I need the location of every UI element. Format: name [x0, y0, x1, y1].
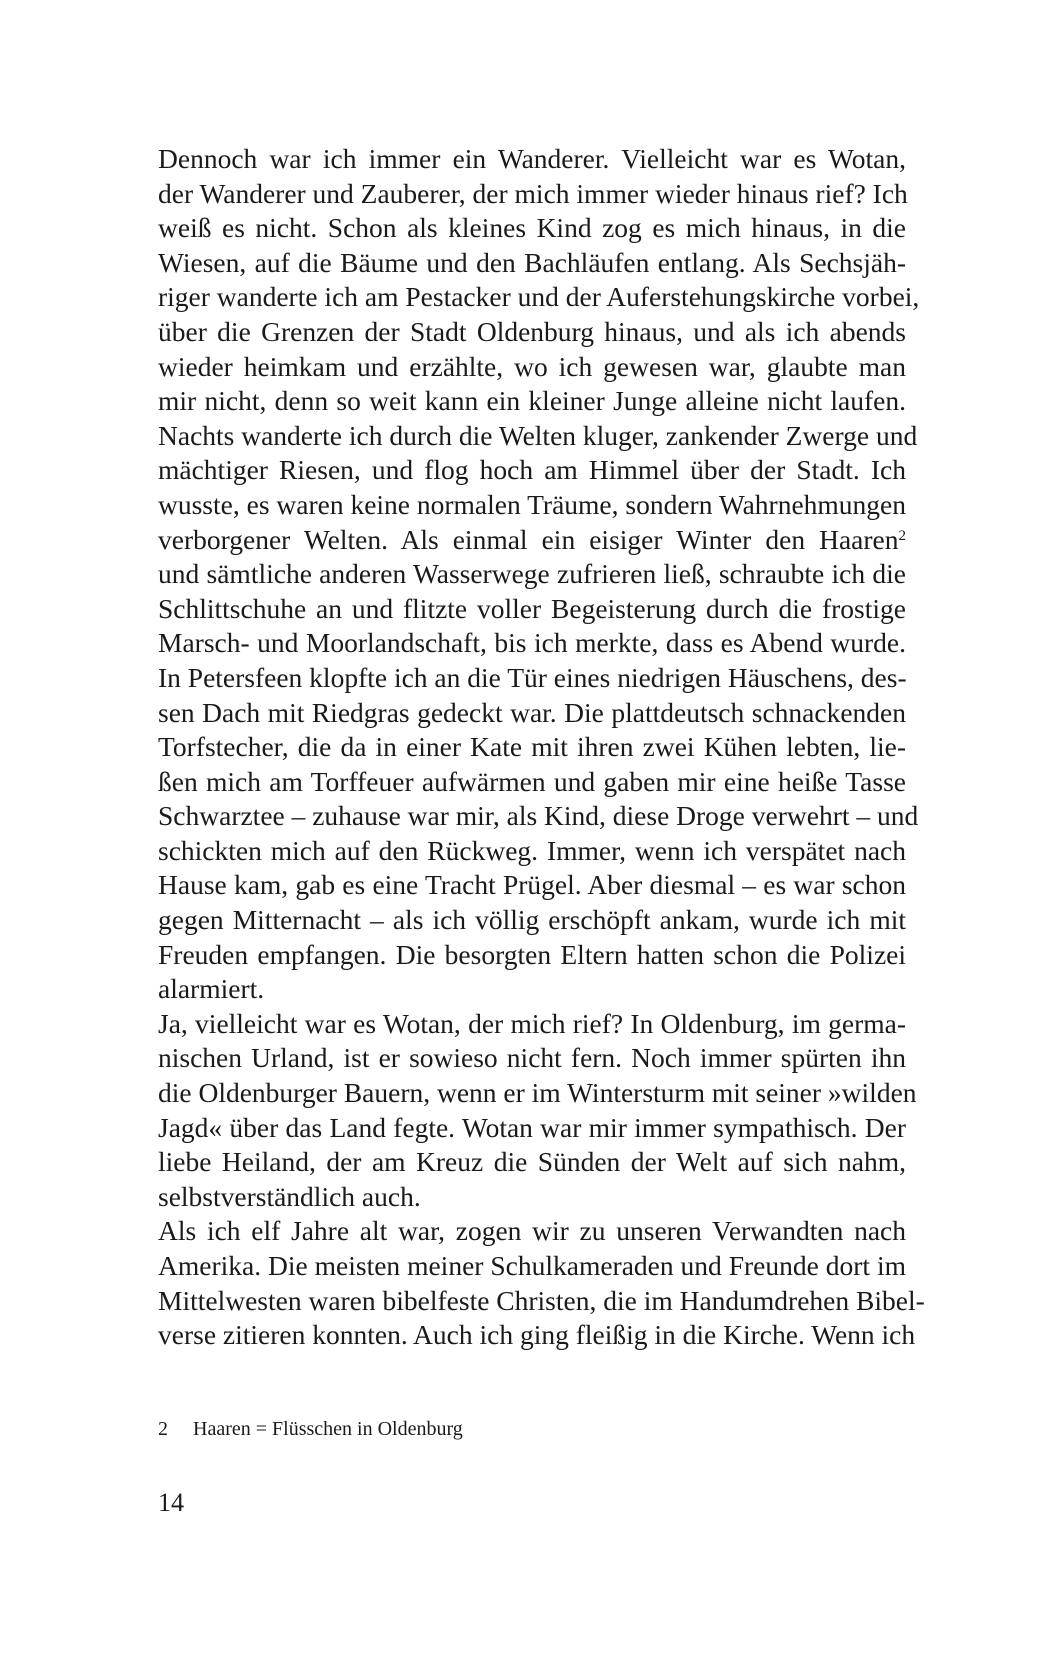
line-text: Freuden empfangen. Die besorgten Eltern hatten schon die Polizei: [158, 938, 906, 970]
line-text: wusste, es waren keine normalen Träume, sondern Wahrnehmungen: [158, 488, 907, 520]
line-text: Nachts wanderte ich durch die Welten kluger, zankender Zwerge und: [158, 419, 918, 451]
line-text: Als ich elf Jahre alt war, zogen wir zu unseren Verwandten nach: [158, 1215, 906, 1247]
line-text: verse zitieren konnten. Auch ich ging fleißig in die Kirche. Wenn ich: [158, 1319, 916, 1351]
text-line: [158, 1111, 906, 1146]
line-text: Dennoch war ich immer ein Wanderer. Vielleicht war es Wotan,: [158, 143, 906, 174]
text-line: [158, 246, 906, 281]
text-line: [158, 280, 920, 315]
line-text: Marsch- und Moorlandschaft, bis ich merkte, dass es Abend wurde.: [158, 627, 906, 659]
footnote-reference[interactable]: 2: [898, 527, 906, 544]
line-text: über die Grenzen der Stadt Oldenburg hinaus, und als ich abends: [158, 315, 906, 347]
text-line: [158, 592, 906, 627]
line-text: der Wanderer und Zauberer, der mich immer wieder hinaus rief? Ich: [158, 177, 908, 209]
text-line: [158, 1145, 906, 1180]
text-line: [158, 938, 906, 973]
line-text: Mittelwesten waren bibelfeste Christen, die im Handumdrehen Bibel-: [158, 1284, 925, 1316]
text-line: [158, 177, 906, 212]
text-line: [158, 834, 906, 869]
line-text: nischen Urland, ist er sowieso nicht fern. Noch immer spürten ihn: [158, 1042, 906, 1074]
text-line: [158, 211, 906, 246]
text-line: [158, 972, 906, 1007]
line-text: Schwarztee – zuhause war mir, als Kind, diese Droge verwehrt – und: [158, 800, 919, 832]
line-text: mächtiger Riesen, und flog hoch am Himmel über der Stadt. Ich: [158, 454, 906, 486]
text-line: [158, 523, 906, 558]
text-line: [158, 350, 906, 385]
line-text: liebe Heiland, der am Kreuz die Sünden der Welt auf sich nahm,: [158, 1146, 906, 1178]
text-line: [158, 1249, 906, 1284]
text-line: [158, 488, 906, 523]
line-text: sen Dach mit Riedgras gedeckt war. Die plattdeutsch schnackenden: [158, 696, 906, 728]
line-text: alarmiert.: [158, 973, 265, 1005]
text-line: [158, 1214, 906, 1249]
line-text: die Oldenburger Bauern, wenn er im Wintersturm mit seiner »wilden: [158, 1077, 917, 1109]
line-text: weiß es nicht. Schon als kleines Kind zog es mich hinaus, in die: [158, 212, 906, 244]
line-text: gegen Mitternacht – als ich völlig erschöpft ankam, wurde ich mit: [158, 904, 906, 936]
line-text: schickten mich auf den Rückweg. Immer, wenn ich verspätet nach: [158, 834, 906, 866]
text-line: [158, 903, 906, 938]
line-text: Hause kam, gab es eine Tracht Prügel. Aber diesmal – es war schon: [158, 869, 906, 901]
page-number: 14: [158, 1488, 184, 1517]
text-line: [158, 868, 906, 903]
line-text: Torfstecher, die da in einer Kate mit ihren zwei Kühen lebten, lie-: [158, 731, 906, 763]
text-line: [158, 1007, 906, 1042]
text-line: [158, 1318, 916, 1353]
line-text: riger wanderte ich am Pestacker und der Auferstehungskirche vorbei,: [158, 281, 920, 313]
text-line: [158, 1076, 917, 1111]
line-text: Ja, vielleicht war es Wotan, der mich rief? In Oldenburg, im germa-: [158, 1007, 906, 1039]
text-line: [158, 730, 906, 765]
line-text: Jagd« über das Land fegte. Wotan war mir immer sympathisch. Der: [158, 1111, 906, 1143]
text-line: [158, 626, 906, 661]
text-line: [158, 384, 906, 419]
text-line: [158, 315, 906, 350]
text-line: [158, 1180, 906, 1215]
line-text: Schlittschuhe an und flitzte voller Begeisterung durch die frostige: [158, 592, 906, 624]
line-text: ßen mich am Torffeuer aufwärmen und gaben mir eine heiße Tasse: [158, 765, 906, 797]
line-text: Wiesen, auf die Bäume und den Bachläufen entlang. Als Sechsjäh-: [158, 246, 906, 278]
line-text: mir nicht, denn so weit kann ein kleiner Junge alleine nicht laufen.: [158, 385, 906, 417]
footnote: [158, 1418, 463, 1441]
page-body: [158, 142, 925, 1353]
text-line: [158, 142, 906, 177]
line-text: Amerika. Die meisten meiner Schulkameraden und Freunde dort im: [158, 1250, 906, 1281]
text-line: [158, 661, 906, 696]
footnote-text: Haaren = Flüsschen in Oldenburg: [193, 1418, 463, 1440]
line-text: und sämtliche anderen Wasserwege zufrieren ließ, schraubte ich die: [158, 558, 906, 590]
line-text: selbstverständlich auch.: [158, 1180, 421, 1212]
line-text: wieder heimkam und erzählte, wo ich gewesen war, glaubte man: [158, 350, 906, 382]
text-line: [158, 453, 906, 488]
text-line: [158, 419, 918, 454]
text-line: [158, 1041, 906, 1076]
line-text: In Petersfeen klopfte ich an die Tür eines niedrigen Häuschens, des-: [158, 661, 907, 693]
text-line: [158, 1284, 925, 1319]
text-line: [158, 696, 906, 731]
line-text: verborgener Welten. Als einmal ein eisiger Winter den Haaren: [158, 523, 899, 555]
footnote-number: 2: [158, 1418, 168, 1440]
text-line: [158, 799, 919, 834]
text-line: [158, 557, 906, 592]
text-line: [158, 765, 906, 800]
